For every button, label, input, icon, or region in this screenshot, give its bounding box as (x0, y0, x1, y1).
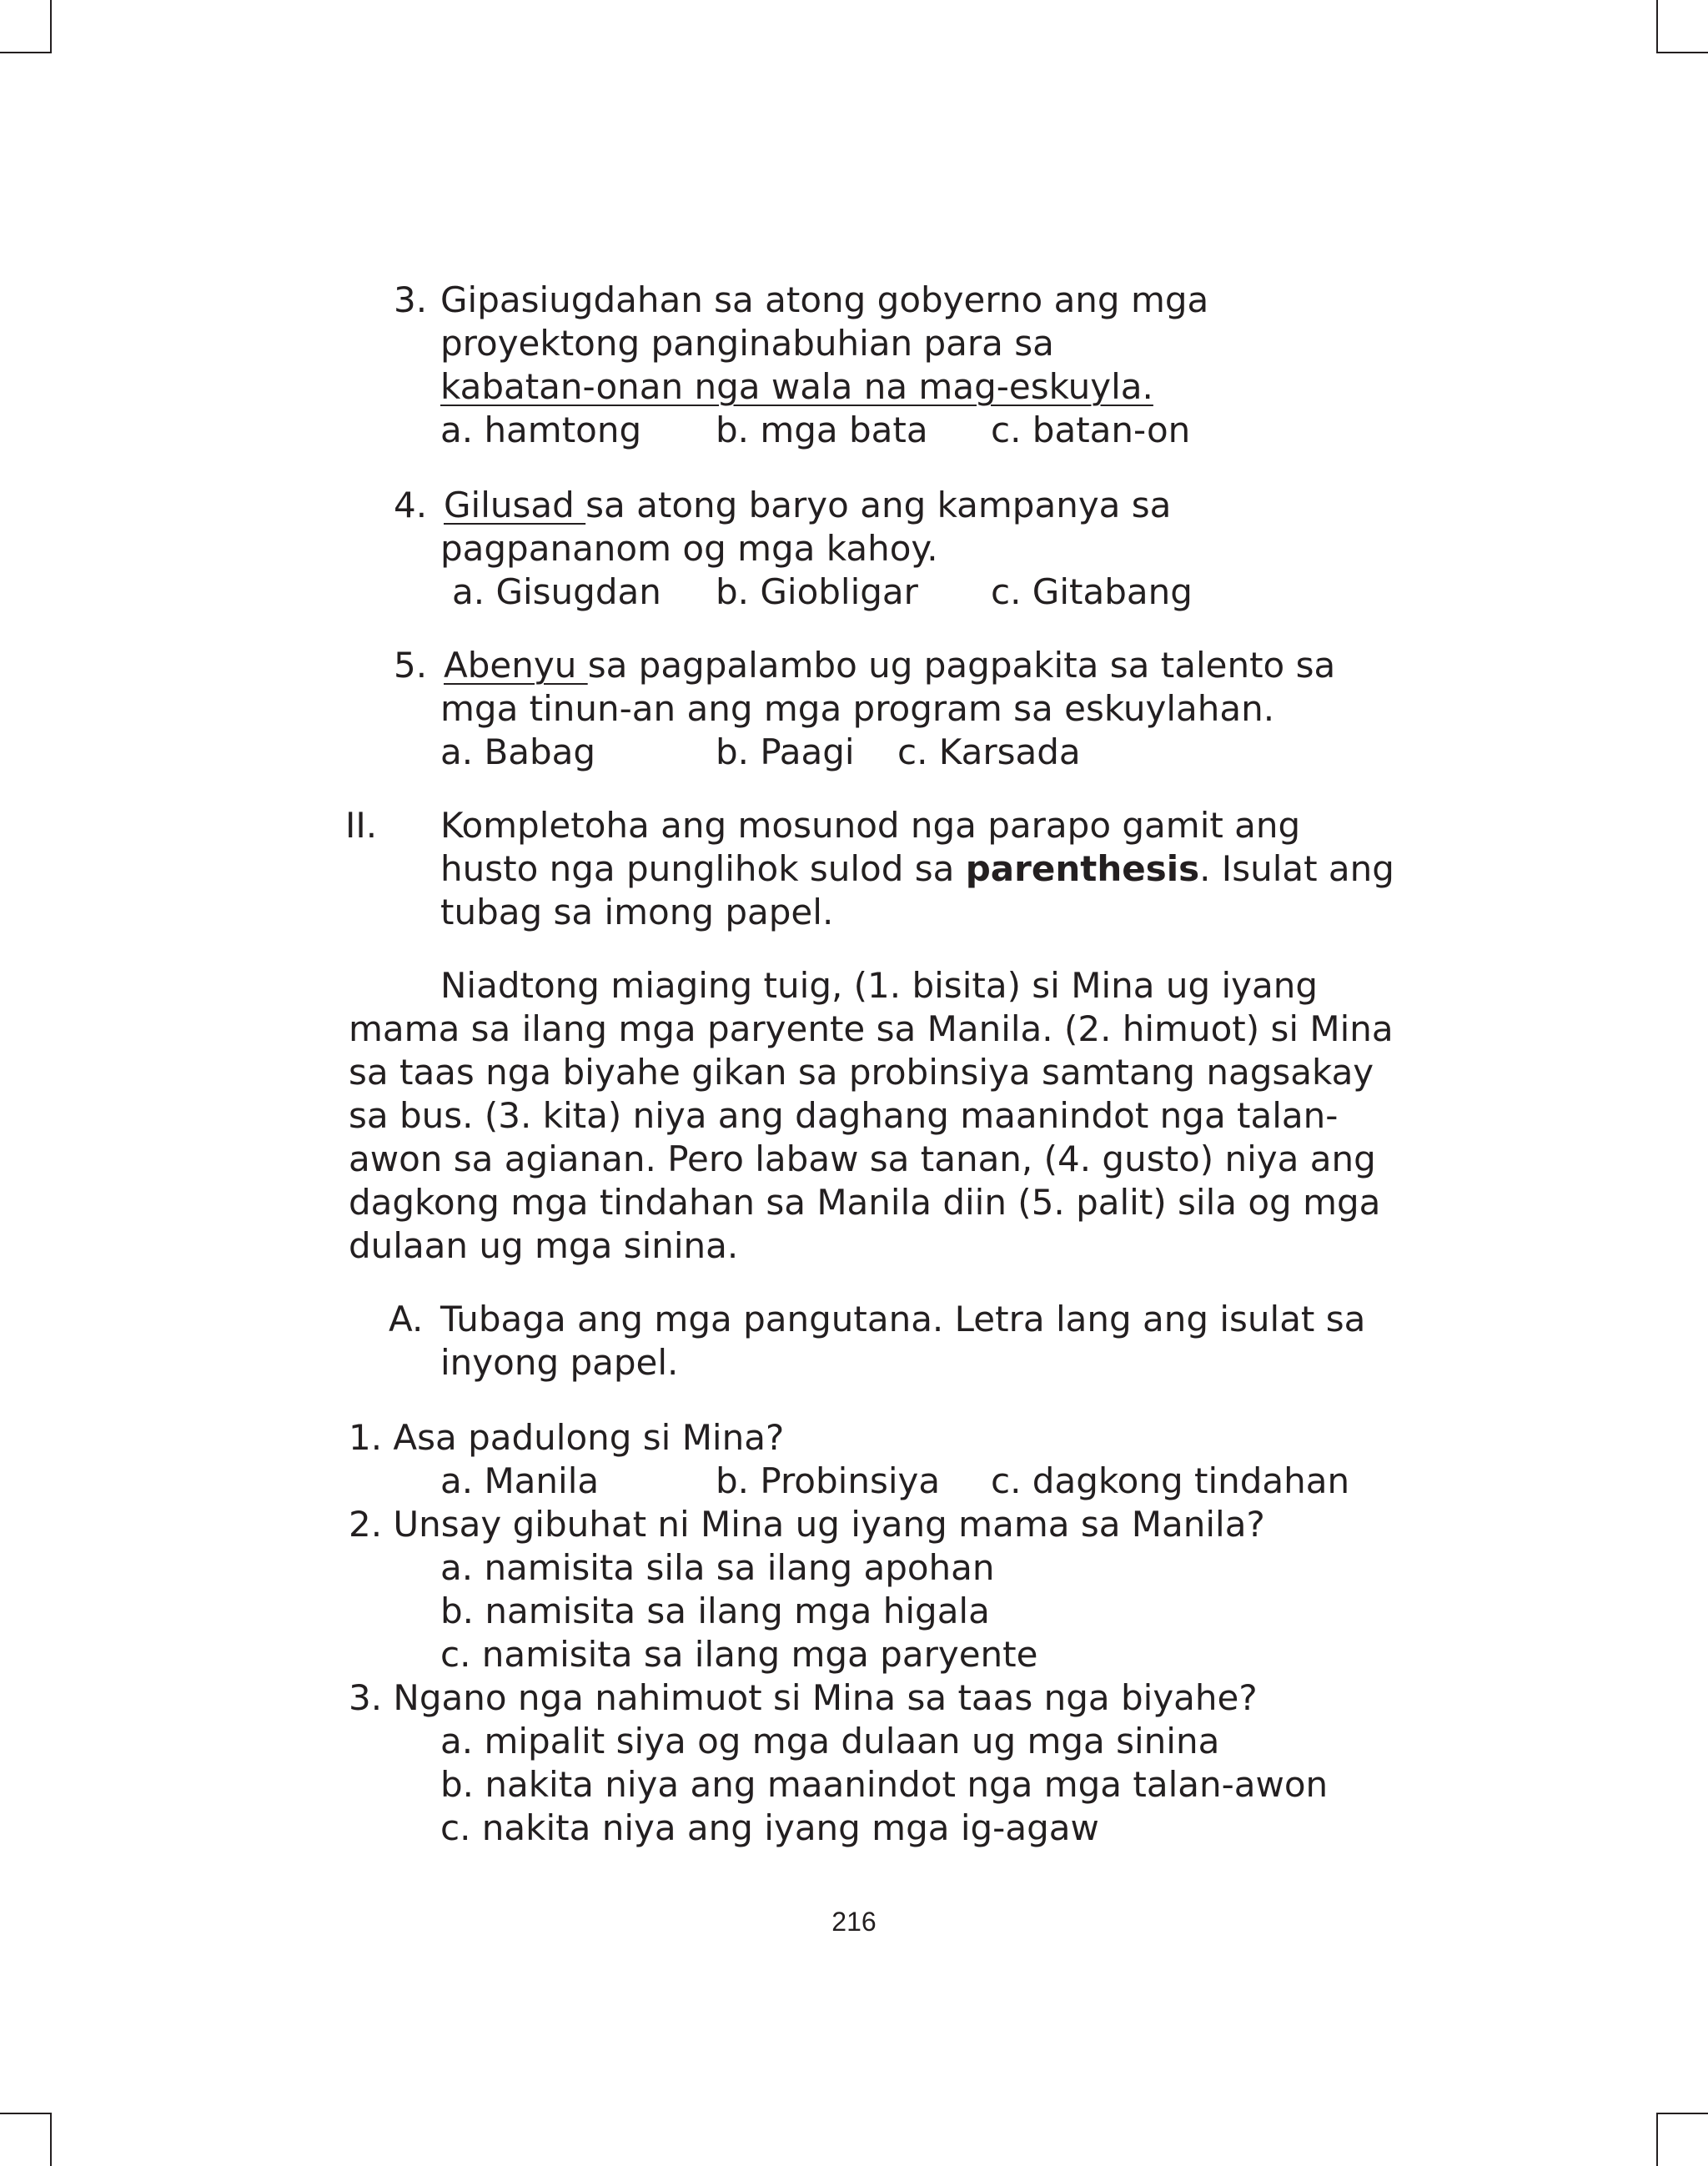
crop-mark-top-right-horizontal (1656, 52, 1708, 53)
item-text: Gipasiugdahan sa atong gobyerno ang mga (440, 279, 1209, 320)
paragraph-line: sa taas nga biyahe gikan sa probinsiya samtang nagsakay (349, 1052, 1374, 1093)
crop-mark-top-left-vertical (50, 0, 52, 52)
option-a: a. Gisugdan (452, 571, 661, 612)
underlined-word: Abenyu (444, 645, 588, 686)
option-a: a. Babag (440, 731, 596, 772)
instruction-text: Tubaga ang mga pangutana. Letra lang ang isulat sa (440, 1299, 1366, 1339)
section-ii-instruction (345, 804, 1429, 934)
option-b: b. Giobligar (716, 571, 918, 612)
story-paragraph (349, 964, 1433, 1268)
bold-keyword: parenthesis (965, 848, 1200, 889)
underlined-word: Gilusad (444, 485, 586, 525)
option-c: c. batan-on (991, 410, 1191, 450)
vocab-item-3 (394, 279, 1394, 452)
paragraph-line: dulaan ug mga sinina. (349, 1225, 739, 1266)
option-a: a. Manila (440, 1460, 600, 1501)
instruction-text: inyong papel. (440, 1342, 679, 1383)
vocab-item-4 (394, 484, 1394, 614)
paragraph-line: sa bus. (3. kita) niya ang daghang maanindot nga talan- (349, 1095, 1339, 1136)
option-b: b. Paagi (716, 731, 855, 772)
option-b: b. namisita sa ilang mga higala (440, 1591, 990, 1631)
crop-mark-top-right-vertical (1656, 0, 1658, 52)
option-c: c. namisita sa ilang mga paryente (440, 1634, 1038, 1675)
option-c: c. Karsada (897, 731, 1081, 772)
instruction-text: husto nga punglihok sulod sa (440, 848, 966, 889)
option-a: a. hamtong (440, 410, 642, 450)
item-number: 4. (394, 485, 428, 525)
item-text: sa atong baryo ang kampanya sa (585, 485, 1172, 525)
option-b: b. nakita niya ang maanindot nga mga talan-awon (440, 1764, 1329, 1805)
option-c: c. dagkong tindahan (991, 1460, 1350, 1501)
instruction-text: Kompletoha ang mosunod nga parapo gamit ang (440, 805, 1301, 846)
crop-mark-bottom-left-horizontal (0, 2113, 52, 2114)
instruction-text: . Isulat ang (1199, 848, 1394, 889)
item-text: mga tinun-an ang mga program sa eskuylahan. (440, 688, 1275, 729)
crop-mark-bottom-right-horizontal (1656, 2113, 1708, 2114)
paragraph-line: Niadtong miaging tuig, (1. bisita) si Mina ug iyang (440, 965, 1318, 1006)
item-text: sa pagpalambo ug pagpakita sa talento sa (587, 645, 1336, 686)
section-letter: A. (389, 1299, 424, 1339)
page-number: 216 (831, 1907, 877, 1937)
instruction-text: tubag sa imong papel. (440, 892, 834, 932)
item-text: pagpananom og mga kahoy. (440, 528, 938, 569)
question-text: 1. Asa padulong si Mina? (349, 1417, 785, 1458)
questions-list (349, 1416, 1433, 1850)
question-text: 2. Unsay gibuhat ni Mina ug iyang mama sa Manila? (349, 1504, 1265, 1545)
paragraph-line: mama sa ilang mga paryente sa Manila. (2. himuot) si Mina (349, 1008, 1394, 1049)
question-text: 3. Ngano nga nahimuot si Mina sa taas nga biyahe? (349, 1677, 1258, 1718)
option-c: c. nakita niya ang iyang mga ig-agaw (440, 1807, 1099, 1848)
vocab-item-5 (394, 644, 1394, 774)
section-a-instruction (389, 1298, 1473, 1385)
crop-mark-bottom-left-vertical (50, 2114, 52, 2166)
option-c: c. Gitabang (991, 571, 1193, 612)
section-numeral: II. (345, 805, 378, 846)
paragraph-line: dagkong mga tindahan sa Manila diin (5. palit) sila og mga (349, 1182, 1381, 1223)
option-b: b. mga bata (716, 410, 928, 450)
crop-mark-bottom-right-vertical (1656, 2114, 1658, 2166)
item-number: 5. (394, 645, 428, 686)
paragraph-line: awon sa agianan. Pero labaw sa tanan, (4. gusto) niya ang (349, 1138, 1376, 1179)
crop-mark-top-left-horizontal (0, 52, 52, 53)
underlined-phrase: kabatan-onan nga wala na mag-eskuyla. (440, 366, 1153, 407)
item-number: 3. (394, 279, 428, 320)
item-text: proyektong panginabuhian para sa (440, 323, 1054, 364)
option-a: a. namisita sila sa ilang apohan (440, 1547, 995, 1588)
option-b: b. Probinsiya (716, 1460, 941, 1501)
option-a: a. mipalit siya og mga dulaan ug mga sinina (440, 1721, 1220, 1761)
